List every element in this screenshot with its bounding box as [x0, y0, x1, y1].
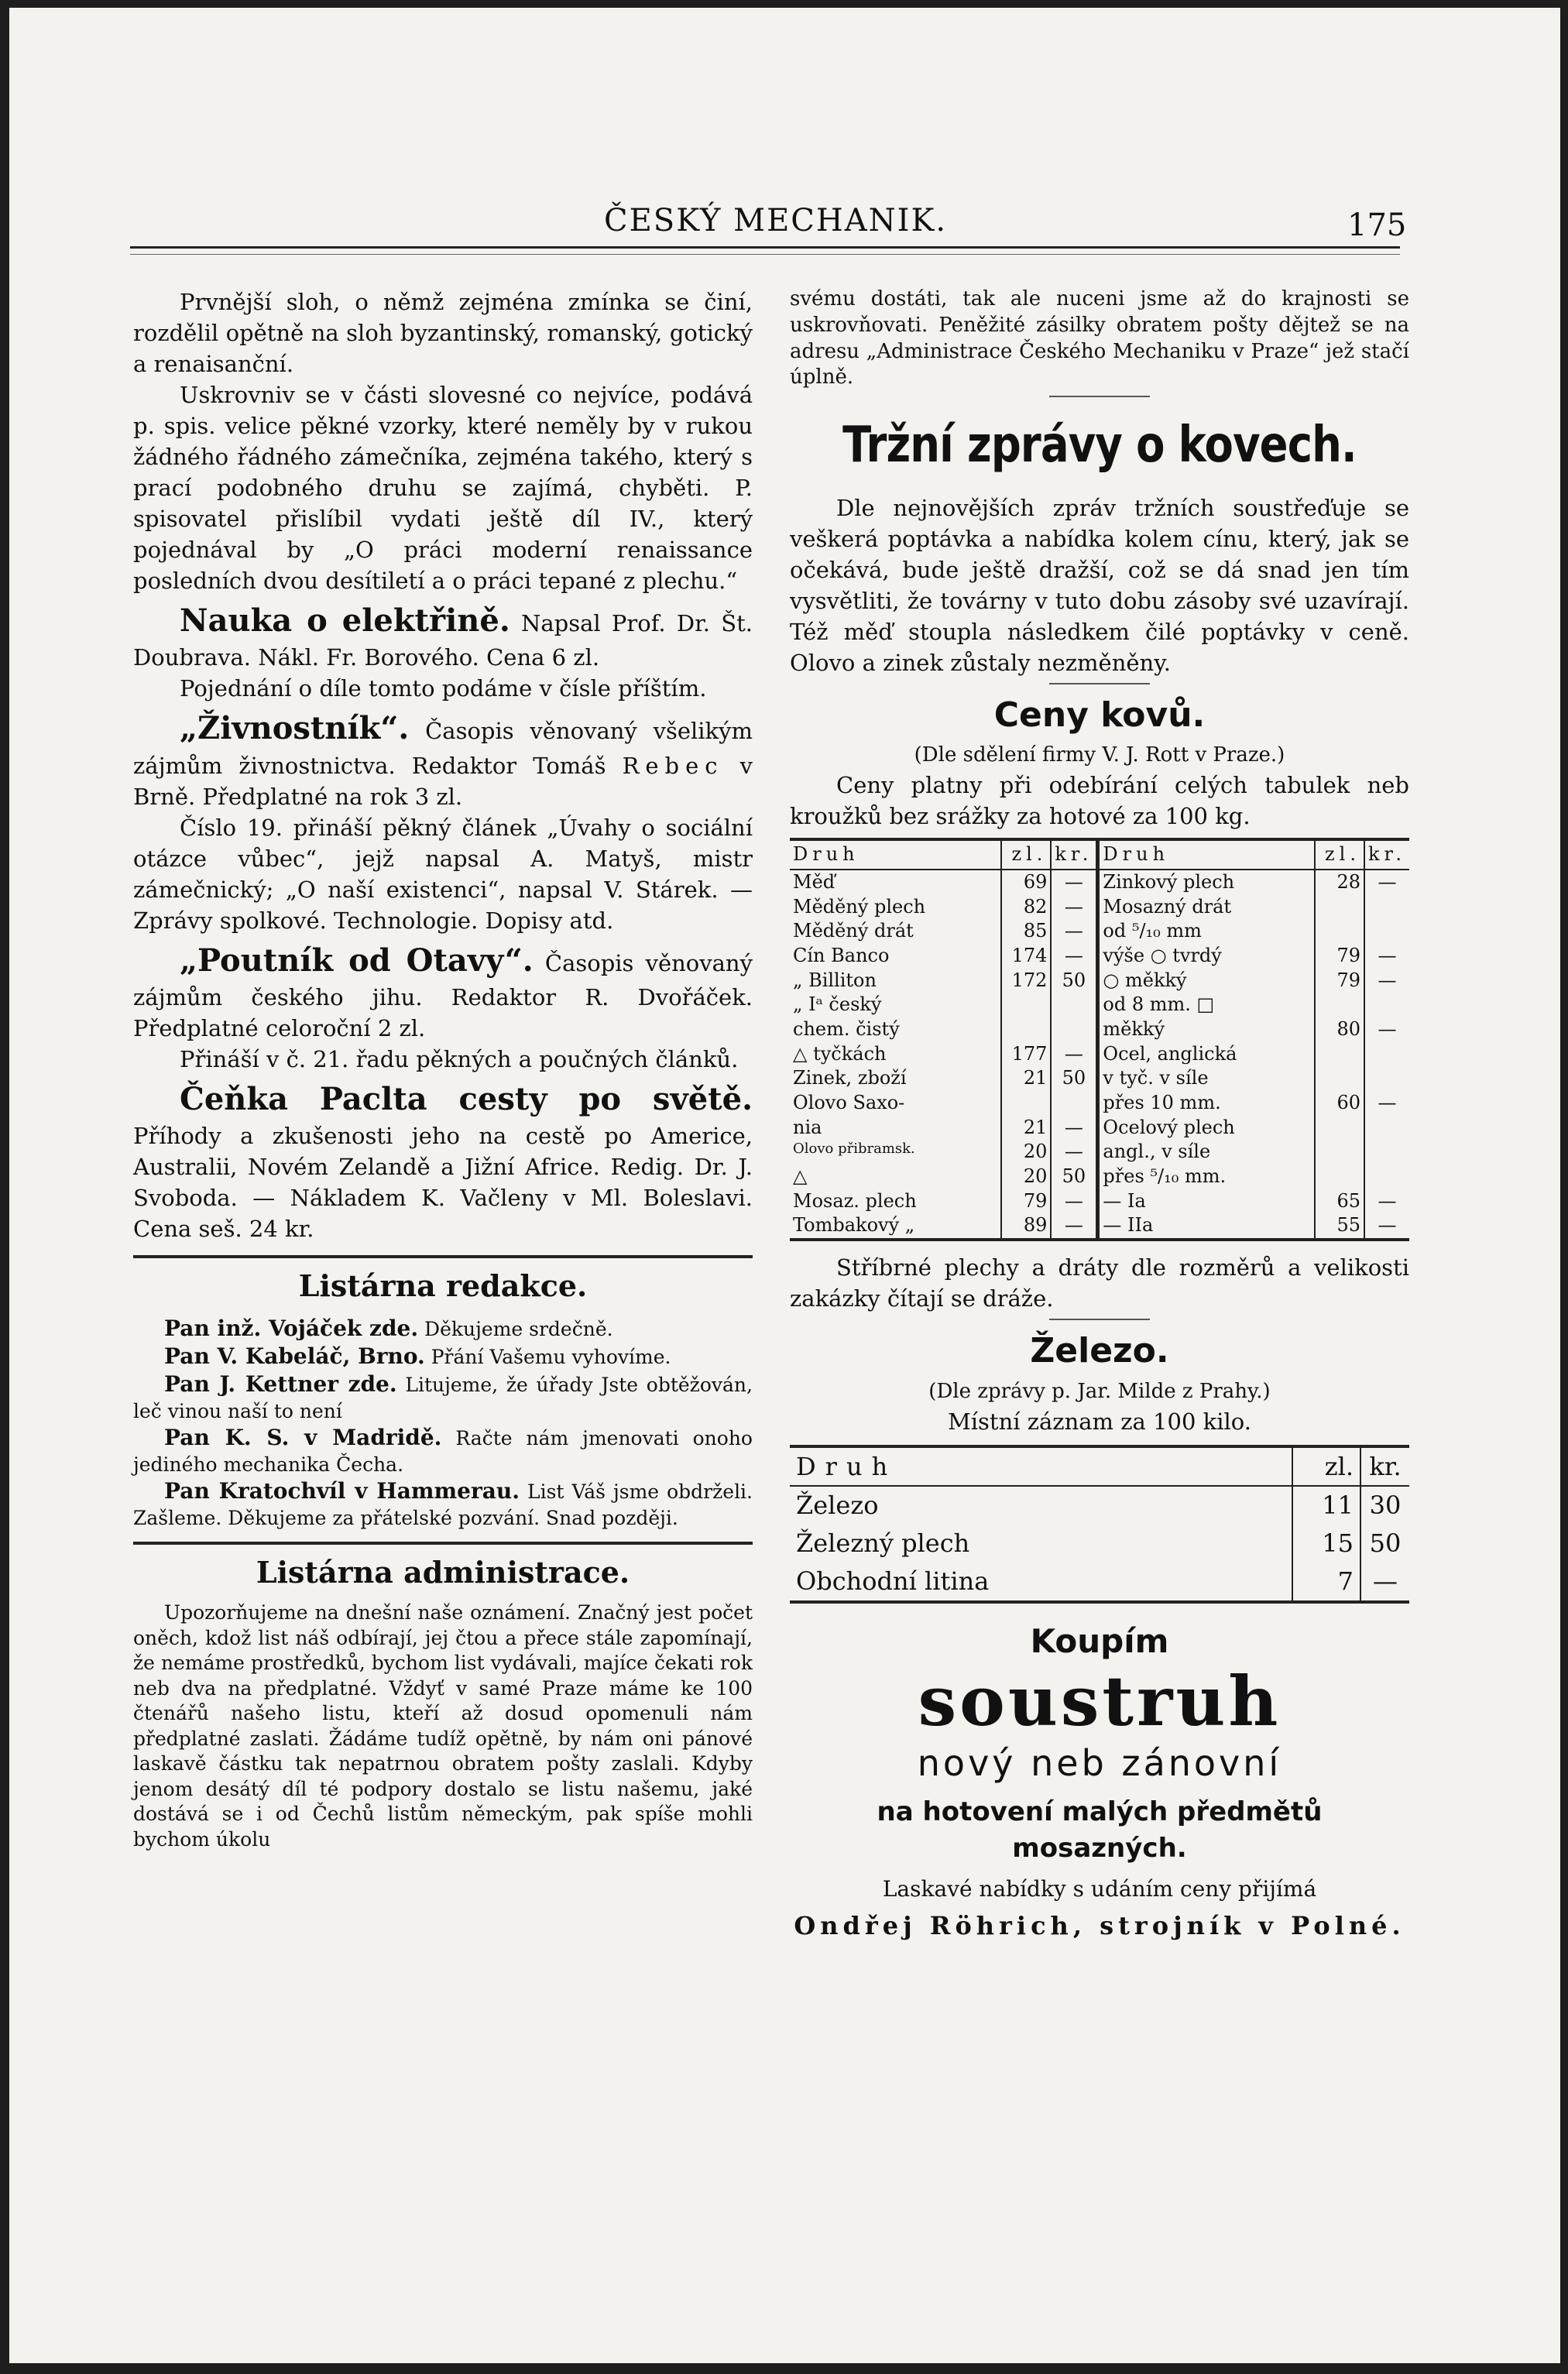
letter-text: Přání Vašemu vyhovíme.	[424, 1345, 671, 1368]
cell: —	[1364, 1189, 1409, 1214]
cell: — IIa	[1098, 1213, 1315, 1240]
scan-border-right	[1560, 0, 1568, 2374]
cell: △	[793, 1165, 808, 1187]
paragraph: Prvnější sloh, o němž zejména zmínka se činí, rozdělil opětně na sloh byzantinský, romanský, gotický a renaisanční.	[133, 289, 753, 378]
paragraph: Číslo 19. přináší pěkný článek „Úvahy o sociální otázce vůbec“, jejž napsal A. Matyš, mistr zámečnický; „O naší existenci“, napsal V. Stárek. — Zprávy spolkové. Technologie. Dopisy atd.	[133, 814, 753, 934]
review-nauka	[133, 599, 753, 673]
cell: Mosaz. plech	[793, 1189, 917, 1212]
col-header-druh: Druh	[790, 839, 1001, 870]
cell: angl., v síle	[1098, 1140, 1315, 1165]
cell: 21	[1001, 1066, 1051, 1091]
cell: přes ⁵/₁₀ mm.	[1098, 1165, 1315, 1189]
cell	[1364, 1140, 1409, 1165]
cell	[1315, 1140, 1364, 1165]
col-header-zl: zl.	[1001, 839, 1051, 870]
review-text: v Brně. Předplatné na rok 3 zl.	[133, 752, 753, 810]
ad-condition: nový neb zánovní	[917, 1741, 1282, 1784]
iron-price-table	[790, 1445, 1409, 1604]
cell: Mosazný drát	[1098, 895, 1315, 920]
cell	[1315, 1165, 1364, 1189]
cell	[1364, 919, 1409, 944]
ad-headline: Koupím	[1030, 1621, 1169, 1660]
cell	[1315, 1066, 1364, 1091]
cell: v tyč. v síle	[1098, 1066, 1315, 1091]
letter-recipient: Pan V. Kabeláč, Brno.	[164, 1343, 425, 1369]
table-row	[790, 1091, 1409, 1116]
letters-redakce	[133, 1315, 753, 1531]
cell	[1315, 1042, 1364, 1067]
letter-text: Litujeme, že úřady Jste obtěžován, leč vinou naší to není	[133, 1374, 753, 1422]
paragraph: Uskrovniv se v části slovesné co nejvíce, podává p. spis. velice pěkné vzorky, které neměly by v rukou žádného řádného zámečníka, zejména takého, který s prací podobného druhu se zajímá, chyběti. P. spisovatel přislíbil vydati ještě díl IV., který pojednával by „O práci moderní renaissance posledních dvou desítiletí a o práci tepané z plechu.“	[133, 382, 753, 595]
cell: —	[1051, 944, 1098, 969]
cell: 80	[1315, 1017, 1364, 1042]
review-text: Časopis věnovaný všelikým zájmům živnostnictva. Redaktor Tomáš	[133, 718, 753, 779]
cell: ○ měkký	[1098, 969, 1315, 993]
cell: Olovo Saxo-	[793, 1091, 905, 1113]
cell: —	[1051, 1189, 1098, 1214]
scan-border-top	[0, 0, 1568, 8]
left-column	[133, 286, 753, 1852]
cell: —	[1051, 870, 1098, 895]
short-rule	[1049, 1319, 1150, 1320]
iron-subtitle-2: Místní záznam za 100 kilo.	[948, 1408, 1251, 1435]
cell: 7	[1292, 1563, 1360, 1602]
cell: 79	[1001, 1189, 1051, 1214]
cell: —	[1051, 919, 1098, 944]
cell: — Ia	[1098, 1189, 1315, 1214]
review-title: „Živnostník“.	[180, 710, 410, 747]
review-title: Nauka o elektřině.	[180, 602, 510, 640]
continued-text	[790, 286, 1409, 391]
cell	[1001, 993, 1051, 1017]
cell	[1364, 1165, 1409, 1189]
review-cenka	[133, 1078, 753, 1244]
review-title: „Poutník od Otavy“.	[180, 942, 534, 979]
cell: 11	[1292, 1486, 1360, 1525]
cell: —	[1051, 1140, 1098, 1165]
cell: —	[1364, 969, 1409, 993]
letter-item	[133, 1315, 753, 1343]
paragraph: svému dostáti, tak ale nuceni jsme až do krajnosti se uskrovňovati. Peněžité zásilky obratem pošty dějtež se na adresu „Administrace Českého Mechaniku v Praze“ jež stačí úplně.	[790, 287, 1409, 389]
cell: 79	[1315, 944, 1364, 969]
table-row	[790, 1525, 1409, 1563]
col-header-druh: Druh	[790, 1446, 1292, 1487]
cell: —	[1051, 1213, 1098, 1240]
table-row	[790, 1017, 1409, 1042]
cell	[1364, 895, 1409, 920]
cell: Tombakový „	[790, 1213, 1001, 1240]
table-row	[790, 1140, 1409, 1165]
cell: přes 10 mm.	[1098, 1091, 1315, 1116]
cell: od ⁵/₁₀ mm	[1098, 919, 1315, 944]
header-rule-thin	[130, 254, 1400, 255]
cell	[1001, 1017, 1051, 1042]
col-header-kr: kr.	[1360, 1446, 1409, 1487]
cell: —	[1051, 1116, 1098, 1141]
cell: —	[1364, 1017, 1409, 1042]
table-row	[790, 1165, 1409, 1189]
scan-border-left	[0, 0, 9, 2374]
short-rule	[1049, 683, 1150, 684]
cell: —	[1051, 895, 1098, 920]
cell	[1364, 1066, 1409, 1091]
letter-item	[133, 1343, 753, 1371]
cell: —	[1051, 1042, 1098, 1067]
cell: 55	[1315, 1213, 1364, 1240]
review-author: Rebec	[622, 752, 724, 779]
letter-item	[133, 1477, 753, 1531]
section-rule	[133, 1542, 753, 1545]
cell: 85	[1001, 919, 1051, 944]
paragraph: Upozorňujeme na dnešní naše oznámení. Značný jest počet oněch, kdož list náš odbírají, jej čtou a přece stále zapomínají, že nemáme prostředků, bychom list vydávali, majíce čekati rok neb dva na předplatné. Vždyť v samé Praze máme ke 100 čtenářů našeho listu, kteří až dosud opomenuli nám předplatné zaslati. Žádáme tudíž opětně, by nám oni pánové laskavě částku tak nepatrnou obratem pošty zaslali. Kdyby jenom desátý díl té podpory dostalo se listu našemu, jaké dostává se i od Čechů listům německým, pak spíše mohli bychom úkolu	[133, 1601, 753, 1851]
table-row	[790, 1042, 1409, 1067]
cell: chem. čistý	[793, 1017, 900, 1040]
cell: 50	[1051, 1165, 1098, 1189]
paragraph: Dle nejnovějších zpráv tržních soustřeďuje se veškerá poptávka a nabídka kolem cínu, který, jak se očekává, bude ještě dražší, což se dá snad jen tím vysvětliti, že továrny v tuto dobu zásoby své uzavírají. Též měď stoupla následkem čilé poptávky v ceně. Olovo a zinek zůstaly nezměněny.	[790, 494, 1409, 676]
review-zivnostnik	[133, 707, 753, 811]
letter-text: Děkujeme srdečně.	[418, 1317, 613, 1340]
col-header-druh: Druh	[1098, 839, 1315, 870]
table-row	[790, 1486, 1409, 1525]
cell: Ocelový plech	[1098, 1116, 1315, 1141]
cell: 50	[1051, 1066, 1098, 1091]
letter-text: List Váš jsme obdrželi. Zašleme. Děkujeme za přátelské pozvání. Snad později.	[133, 1480, 753, 1529]
review-text: Napsal Prof. Dr. Št. Doubrava. Nákl. Fr. Borového. Cena 6 zl.	[133, 610, 753, 671]
iron-subtitle: (Dle zprávy p. Jar. Milde z Prahy.)	[928, 1379, 1271, 1403]
cell: Železný plech	[796, 1528, 970, 1559]
cell	[1315, 1116, 1364, 1141]
cell: „ Billiton	[793, 969, 877, 991]
cell: Měď	[793, 870, 835, 893]
short-rule	[1049, 396, 1150, 397]
paragraph: Přináší v č. 21. řadu pěkných a poučných článků.	[180, 1045, 739, 1072]
cell: —	[1364, 944, 1409, 969]
section-heading: Listárna administrace.	[256, 1555, 630, 1590]
cell: 69	[1001, 870, 1051, 895]
col-header-zl: zl.	[1315, 839, 1364, 870]
table-row	[790, 969, 1409, 993]
cell: „ Iᵃ český	[793, 993, 882, 1016]
table-row	[790, 870, 1409, 895]
paragraph: Pojednání o díle tomto podáme v čísle příštím.	[180, 675, 707, 702]
cell: Měděný drát	[793, 920, 914, 942]
cell: měkký	[1098, 1017, 1315, 1042]
cell: 60	[1315, 1091, 1364, 1116]
table-row	[790, 1116, 1409, 1141]
cell: 15	[1292, 1525, 1360, 1563]
cell: Měděný plech	[793, 895, 926, 918]
review-text: Časopis věnovaný zájmům českého jihu. Redaktor R. Dvořáček. Předplatné celoroční 2 zl.	[133, 949, 753, 1041]
iron-rows	[790, 1486, 1409, 1601]
paragraph: Ceny platny při odebírání celých tabulek neb kroužků bez srážky za hotové za 100 kg.	[790, 772, 1409, 830]
cell: —	[1364, 870, 1409, 895]
cell	[1051, 1091, 1098, 1116]
review-text: Příhody a zkušenosti jeho na cestě po Americe, Australii, Novém Zelandě a Jižní Africe. Redig. Dr. J. Svoboda. — Nákladem K. Vačleny v Ml. Boleslavi. Cena seš. 24 kr.	[133, 1123, 753, 1243]
cell	[1001, 1091, 1051, 1116]
review-poutnik	[133, 939, 753, 1044]
prices-title: Ceny kovů.	[993, 695, 1206, 735]
letter-item	[133, 1424, 753, 1477]
cell: 79	[1315, 969, 1364, 993]
ad-contact: Ondřej Röhrich, strojník v Polné.	[794, 1911, 1405, 1941]
table-row	[790, 1563, 1409, 1602]
letter-item	[133, 1371, 753, 1424]
cell: výše ○ tvrdý	[1098, 944, 1315, 969]
cell: Ocel, anglická	[1098, 1042, 1315, 1067]
metals-rows	[790, 870, 1409, 1240]
ad-product: soustruh	[918, 1660, 1282, 1741]
right-column	[790, 286, 1409, 1943]
cell: 50	[1360, 1525, 1409, 1563]
cell: 20	[1001, 1165, 1051, 1189]
iron-title: Železo.	[1030, 1331, 1169, 1371]
table-row	[790, 1189, 1409, 1214]
cell	[1315, 919, 1364, 944]
cell: 177	[1001, 1042, 1051, 1067]
col-header-zl: zl.	[1292, 1446, 1360, 1487]
cell: Obchodní litina	[790, 1563, 1292, 1602]
letter-recipient: Pan Kratochvíl v Hammerau.	[164, 1478, 520, 1504]
market-title: Tržní zprávy o kovech.	[842, 417, 1357, 475]
scan-border-bottom	[0, 2363, 1568, 2374]
cell: nia	[793, 1116, 822, 1138]
page-number: 175	[1347, 208, 1407, 243]
cell: Zinek, zboží	[793, 1067, 907, 1089]
cell: 82	[1001, 895, 1051, 920]
cell: 30	[1360, 1486, 1409, 1525]
cell	[1051, 993, 1098, 1017]
letter-recipient: Pan inž. Vojáček zde.	[164, 1315, 419, 1341]
cell: —	[1360, 1563, 1409, 1602]
table-row	[790, 895, 1409, 920]
cell	[1364, 993, 1409, 1017]
cell: 20	[1001, 1140, 1051, 1165]
cell: 89	[1001, 1213, 1051, 1240]
cell: 50	[1051, 969, 1098, 993]
ad-purpose: na hotovení malých předmětů mosazných.	[877, 1796, 1323, 1864]
cell: 172	[1001, 969, 1051, 993]
table-row	[790, 1066, 1409, 1091]
cell: △ tyčkách	[793, 1042, 887, 1065]
cell	[1315, 895, 1364, 920]
paragraph: Stříbrné plechy a dráty dle rozměrů a velikosti zakázky čítají se dráže.	[790, 1254, 1409, 1312]
advertisement	[790, 1619, 1409, 1943]
cell: Cín Banco	[793, 944, 890, 966]
cell: —	[1364, 1091, 1409, 1116]
table-row	[790, 1213, 1409, 1240]
letter-recipient: Pan J. Kettner zde.	[164, 1371, 397, 1398]
cell: Zinkový plech	[1098, 870, 1315, 895]
prices-subtitle: (Dle sdělení firmy V. J. Rott v Praze.)	[914, 743, 1285, 767]
col-header-kr: kr.	[1051, 839, 1098, 870]
cell: od 8 mm. □	[1098, 993, 1315, 1017]
cell	[1051, 1017, 1098, 1042]
cell	[1364, 1042, 1409, 1067]
running-title: ČESKÝ MECHANIK.	[604, 203, 948, 238]
table-row	[790, 919, 1409, 944]
letter-text: Račte nám jmenovati onoho jediného mechanika Čecha.	[133, 1427, 753, 1476]
cell: 28	[1315, 870, 1364, 895]
ad-note: Laskavé nabídky s udáním ceny přijímá	[882, 1875, 1317, 1902]
section-heading: Listárna redakce.	[298, 1268, 588, 1304]
header-rule	[130, 246, 1400, 249]
cell: —	[1364, 1213, 1409, 1240]
cell: 65	[1315, 1189, 1364, 1214]
cell: Železo	[796, 1491, 879, 1521]
section-rule	[133, 1255, 753, 1258]
cell	[1364, 1116, 1409, 1141]
cell	[1315, 993, 1364, 1017]
cell: 21	[1001, 1116, 1051, 1141]
review-title: Čeňka Paclta cesty po světě.	[180, 1080, 753, 1117]
letter-recipient: Pan K. S. v Madridě.	[164, 1425, 442, 1451]
table-row	[790, 993, 1409, 1017]
col-header-kr: kr.	[1364, 839, 1409, 870]
cell: 174	[1001, 944, 1051, 969]
cell: Olovo přibramsk.	[793, 1141, 915, 1158]
table-row	[790, 944, 1409, 969]
letters-administrace	[133, 1600, 753, 1852]
metals-price-table	[790, 838, 1409, 1241]
